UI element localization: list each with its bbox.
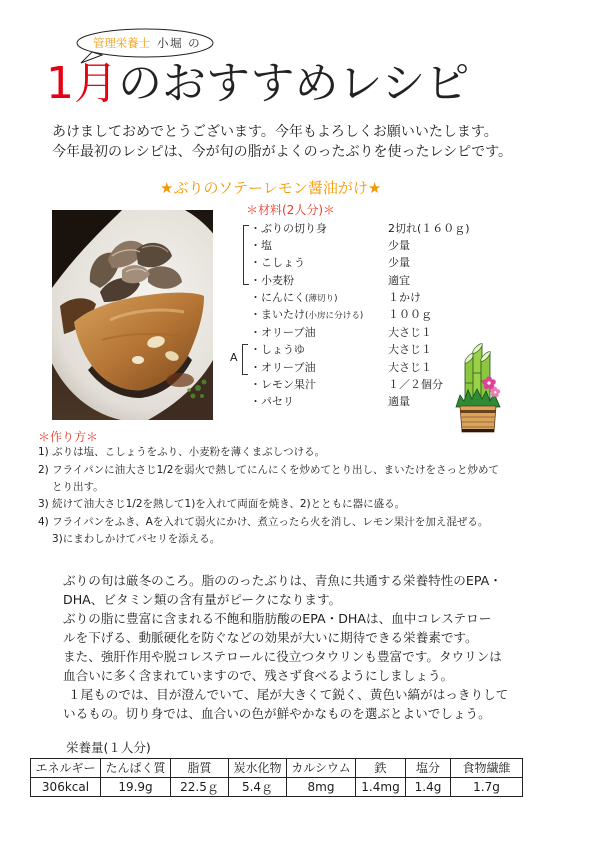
ingredient-name: ・しょうゆ [250, 343, 305, 357]
ingredient-note: (小房に分ける) [305, 311, 364, 322]
intro-line: あけましておめでとうございます。今年もよろしくお願いいたします。 [52, 124, 498, 140]
ingredient-name-cell [250, 220, 388, 237]
nutrition-table [30, 758, 523, 797]
step-line: 1) ぶりは塩、こしょうをふり、小麦粉を薄くまぶしつける。 [38, 446, 326, 459]
recipe-photo [52, 210, 213, 420]
seasoning-a-label: A [230, 351, 238, 364]
ingredient-name: ・こしょう [250, 256, 305, 270]
step-line: とり出す。 [52, 481, 104, 494]
ingredient-amount: 少量 [388, 256, 410, 270]
recipe-photo-image [52, 210, 213, 420]
nutrition-header-cell: カルシウム [287, 758, 356, 777]
steps-heading: ＊作り方＊ [38, 430, 99, 444]
ingredient-amount: 少量 [388, 238, 410, 252]
ingredient-row [250, 254, 470, 271]
ingredient-name: ・塩 [250, 238, 272, 252]
ingredient-row [250, 393, 470, 410]
ingredient-row [250, 341, 470, 358]
body-line: ぶりの脂に豊富に含まれる不飽和脂肪酸のEPA・DHAは、血中コレステロー [63, 610, 492, 626]
title-rest: のおすすめレシピ [118, 58, 470, 109]
ingredient-amount: １００ｇ [388, 308, 432, 322]
ingredient-amount: 2切れ(１６０ｇ) [388, 221, 470, 235]
nutrition-header-cell: 炭水化物 [229, 758, 287, 777]
ingredient-note: (薄切り) [305, 294, 338, 305]
ingredient-name-cell [250, 341, 388, 358]
bubble-role-label: 管理栄養士 [93, 36, 150, 50]
nutrition-header-cell: エネルギー [31, 758, 101, 777]
nutrition-value-cell: 19.9g [101, 777, 171, 796]
nutrition-title: 栄養量(１人分) [66, 740, 151, 755]
body-paragraph [63, 571, 508, 723]
body-line: 血合いに多く含まれていますので、残さず食べるようにしましょう。 [63, 667, 454, 683]
sauce [166, 373, 194, 387]
ingredient-name-cell [250, 272, 388, 289]
body-line: ルを下げる、動脈硬化を防ぐなどの効果が大いに期待できる栄養素です。 [63, 629, 478, 645]
ingredient-name: ・パセリ [250, 395, 294, 409]
ingredients-heading: ＊材料(2人分)＊ [246, 203, 335, 217]
ingredient-name-cell [250, 393, 388, 410]
page-title [46, 58, 470, 109]
ingredient-name: ・まいたけ [250, 308, 305, 322]
ingredient-name-cell [250, 359, 388, 376]
step-line: 3) 続けて油大さじ1/2を熱して1)を入れて両面を焼き、2)とともに器に盛る。 [38, 498, 406, 511]
ingredient-name: ・にんにく [250, 291, 305, 305]
ingredient-name-cell [250, 254, 388, 271]
nutrition-value-cell: 1.4g [406, 777, 451, 796]
ingredient-amount: １／２個分 [388, 378, 443, 392]
kadomatsu-illustration [453, 343, 503, 433]
nutrition-header-cell: 脂質 [171, 758, 229, 777]
nutrition-value-cell: 5.4ｇ [229, 777, 287, 796]
ingredient-row [250, 220, 470, 237]
ingredient-amount: 大さじ１ [388, 325, 432, 339]
ingredient-list [250, 220, 470, 411]
nutrition-value-cell: 8mg [287, 777, 356, 796]
kadomatsu-base [460, 406, 496, 432]
body-line: DHA、ビタミン類の含有量がピークになります。 [63, 591, 342, 607]
ingredient-row [250, 289, 470, 306]
ingredient-name: ・オリーブ油 [250, 325, 316, 339]
bubble-name-label: 小堀 の [157, 36, 202, 50]
intro-line: 今年最初のレシピは、今が旬の脂がよくのったぶりを使ったレシピです。 [52, 144, 513, 160]
ingredient-amount: １かけ [388, 291, 421, 305]
ingredient-amount: 大さじ１ [388, 343, 432, 357]
ingredient-row [250, 324, 470, 341]
body-line: １尾ものでは、目が澄んでいて、尾が大きくて鋭く、黄色い縞がはっきりして [68, 686, 509, 702]
title-month: 1月 [46, 58, 118, 109]
seasoning-a-bracket [242, 344, 248, 375]
nutrition-value-cell: 22.5ｇ [171, 777, 229, 796]
nutrition-value-cell: 306kcal [31, 777, 101, 796]
ingredient-amount: 適宜 [388, 273, 410, 287]
nutrition-value-cell: 1.4mg [356, 777, 406, 796]
ingredient-row [250, 272, 470, 289]
ingredient-row [250, 376, 470, 393]
nutrition-header-row [31, 758, 523, 777]
nutrition-header-cell: 塩分 [406, 758, 451, 777]
ingredient-name: ・レモン果汁 [250, 378, 316, 392]
body-line: また、強肝作用や脱コレステロールに役立つタウリンも豊富です。タウリンは [63, 648, 502, 664]
ingredient-name-cell [250, 376, 388, 393]
step-line: 4) フライパンをふき、Aを入れて弱火にかけ、煮立ったら火を消し、レモン果汁を加え混ぜる。 [38, 515, 489, 528]
nutrition-value-row [31, 777, 523, 796]
ingredient-name: ・ぶりの切り身 [250, 221, 327, 235]
nutrition-header-cell: たんぱく質 [101, 758, 171, 777]
ingredient-amount: 大さじ１ [388, 360, 432, 374]
body-line: いるもの。切り身では、血合いの色が鮮やかなものを選ぶとよいでしょう。 [63, 705, 491, 721]
ingredient-row [250, 359, 470, 376]
ingredient-name-cell [250, 237, 388, 254]
step-list [38, 444, 499, 548]
ingredient-row [250, 306, 470, 323]
step-line: 3)にまわしかけてパセリを添える。 [52, 533, 221, 546]
step-line: 2) フライパンに油大さじ1/2を弱火で熱してにんにくを炒めてとり出し、まいたけをさっと炒めて [38, 463, 499, 476]
ingredient-name: ・小麦粉 [250, 273, 294, 287]
ingredient-name-cell [250, 324, 388, 341]
nutrition-header-cell: 食物繊維 [451, 758, 523, 777]
ingredient-group-bracket [243, 225, 249, 285]
ingredient-row [250, 237, 470, 254]
nutrition-value-cell: 1.7g [451, 777, 523, 796]
nutrition-header-cell: 鉄 [356, 758, 406, 777]
ingredient-amount: 適量 [388, 395, 410, 409]
body-line: ぶりの旬は厳冬のころ。脂ののったぶりは、青魚に共通する栄養特性のEPA・ [63, 572, 502, 588]
recipe-title: ★ぶりのソテーレモン醤油がけ★ [160, 179, 382, 197]
ingredient-name: ・オリーブ油 [250, 360, 316, 374]
